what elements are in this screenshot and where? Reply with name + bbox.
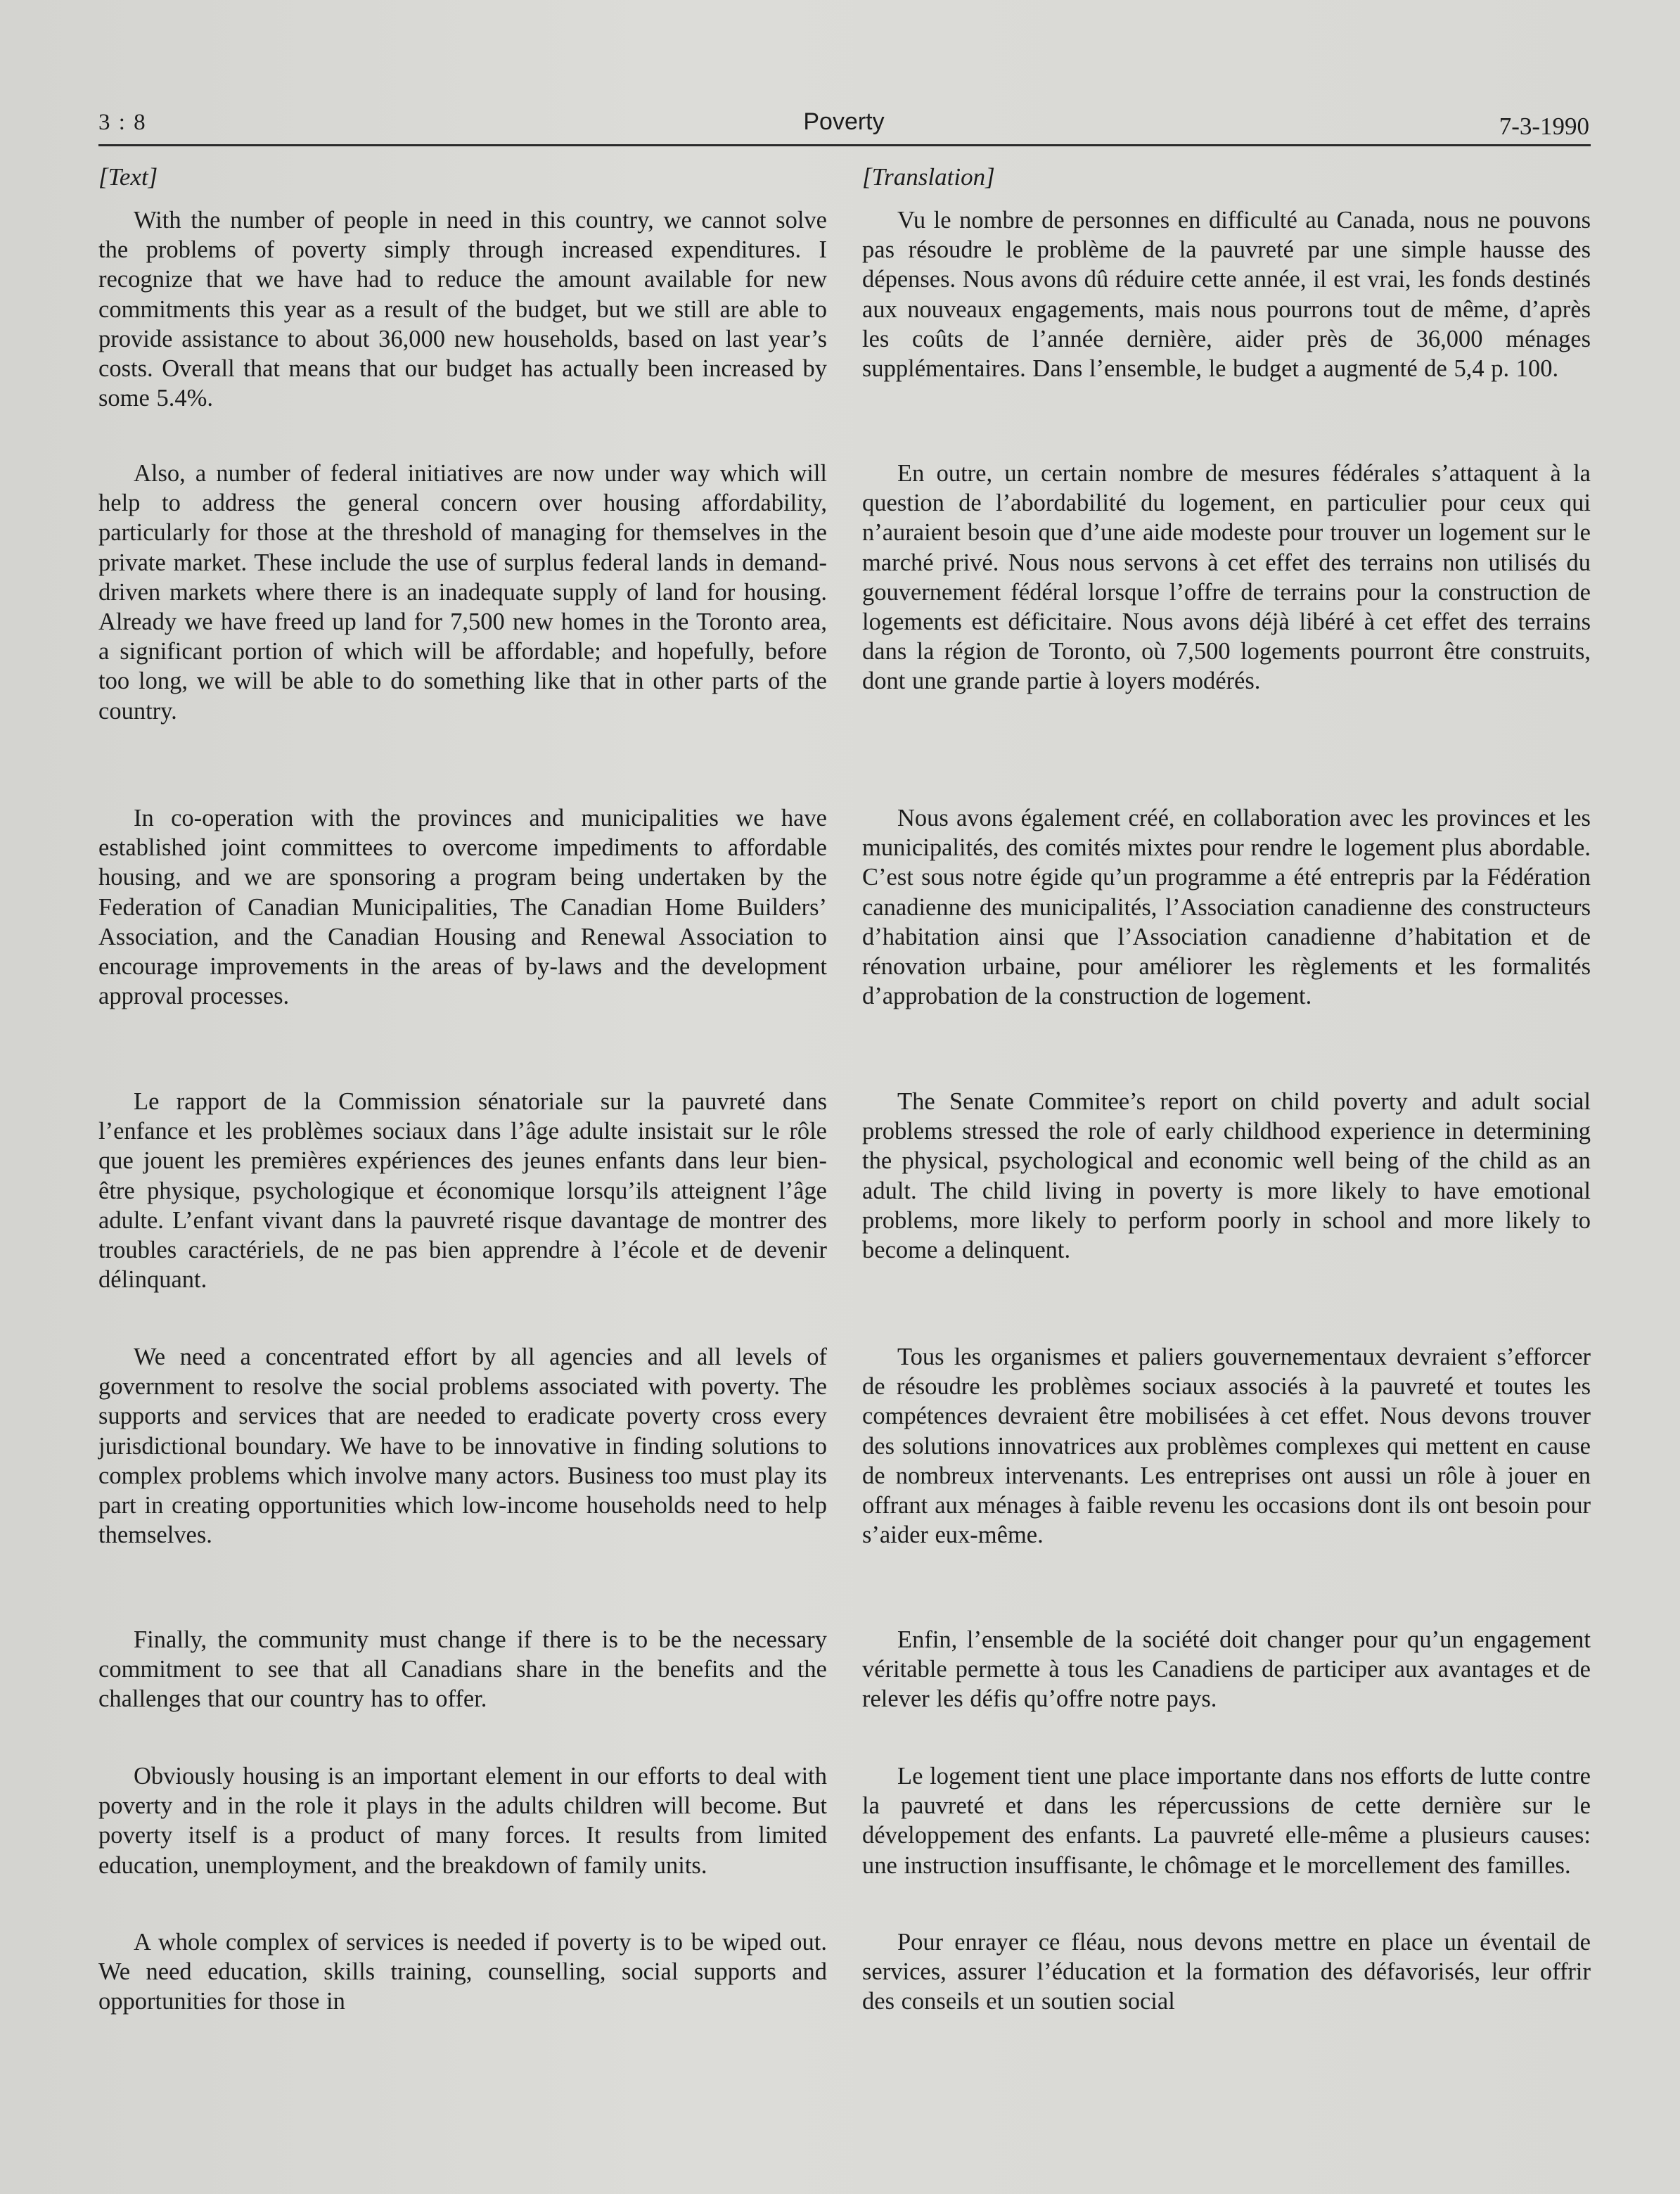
right-paragraph-6: Enfin, l’ensemble de la société doit changer pour qu’un engagement véritable permette à tous les Canadiens de participer aux avantages et de relever les défis qu’offre notre pays. (862, 1626, 1591, 1713)
left-paragraph-4: Le rapport de la Commission sénatoriale sur la pauvreté dans l’enfance et les problèmes sociaux dans l’âge adulte insistait sur le rôle que jouent les premières expériences des jeunes enfants dans leur bien-être physique, psychologique et économique lorsqu’ils atteignent l’âge adulte. L’enfant vivant dans la pauvreté risque davantage de montrer des troubles caractériels, de ne pas bien apprendre à l’école et de devenir délinquant. (98, 1088, 827, 1294)
left-paragraph-8: A whole complex of services is needed if poverty is to be wiped out. We need education, skills training, counselling, social supports and opportunities for those in (98, 1929, 827, 2015)
left-paragraph-3: In co-operation with the provinces and municipalities we have established joint committees to overcome impediments to affordable housing, and we are sponsoring a program being undertaken by the Federation of Canadian Municipalities, The Canadian Home Builders’ Association, and the Canadian Housing and Renewal Association to encourage improvements in the areas of by-laws and the development approval processes. (98, 805, 827, 1010)
right-paragraph-7: Le logement tient une place importante dans nos efforts de lutte contre la pauvreté et dans les répercussions de cette dernière sur le développement des enfants. La pauvreté elle-même a plusieurs causes: une instruction insuffisante, le chômage et le morcellement des familles. (862, 1763, 1591, 1879)
right-paragraph-3: Nous avons également créé, en collaboration avec les provinces et les municipalités, des comités mixtes pour rendre le logement plus abordable. C’est sous notre égide qu’un programme a été entrepris par la Fédération canadienne des municipalités, l’Association canadienne des constructeurs d’habitation ainsi que l’Association canadienne d’habitation et de rénovation urbaine, pour améliorer les règlements et les formalités d’approbation de la construction de logement. (862, 805, 1591, 1010)
right-paragraph-5: Tous les organismes et paliers gouvernementaux devraient s’efforcer de résoudre les problèmes sociaux associés à la pauvreté et toutes les compétences devraient être mobilisées à cet effet. Nous devons trouver des solutions innovatrices aux problèmes complexes qui mettent en cause de nombreux intervenants. Les entreprises ont aussi un rôle à jouer en offrant aux ménages à faible revenu les occasions dont ils ont besoin pour s’aider eux-même. (862, 1344, 1591, 1549)
left-paragraph-2: Also, a number of federal initiatives are now under way which will help to address the general concern over housing affordability, particularly for those at the threshold of managing for themselves in the private market. These include the use of surplus federal lands in demand-driven markets where there is an inadequate supply of land for housing. Already we have freed up land for 7,500 new homes in the Toronto area, a significant portion of which will be affordable; and hopefully, before too long, we will be able to do something like that in other parts of the country. (98, 460, 827, 725)
page-reference: 3 : 8 (98, 110, 147, 135)
right-paragraph-8: Pour enrayer ce fléau, nous devons mettre en place un éventail de services, assurer l’éducation et la formation des défavorisés, leur offrir des conseils et un soutien social (862, 1929, 1591, 2015)
right-column (862, 163, 1591, 2015)
text-label: [Text] (98, 163, 158, 191)
right-paragraph-1: Vu le nombre de personnes en difficulté au Canada, nous ne pouvons pas résoudre le problème de la pauvreté par une simple hausse des dépenses. Nous avons dû réduire cette année, il est vrai, les fonds destinés aux nouveaux engagements, mais nous pourrons tout de même, d’après les coûts de l’année dernière, aider près de 36,000 ménages supplémentaires. Dans l’ensemble, le budget a augmenté de 5,4 p. 100. (862, 207, 1591, 383)
right-paragraph-2: En outre, un certain nombre de mesures fédérales s’attaquent à la question de l’abordabilité du logement, en particulier pour ceux qui n’auraient besoin que d’une aide modeste pour trouver un logement sur le marché privé. Nous nous servons à cet effet des terrains non utilisés du gouvernement fédéral lorsque l’offre de terrains pour la construction de logements est déficitaire. Nous avons déjà libéré à cet effet des terrains dans la région de Toronto, où 7,500 logements pourront être construits, dont une grande partie à loyers modérés. (862, 460, 1591, 695)
translation-label: [Translation] (862, 163, 995, 191)
page-title: Poverty (803, 108, 885, 135)
left-paragraph-7: Obviously housing is an important element in our efforts to deal with poverty and in the role it plays in the adults children will become. But poverty itself is a product of many forces. It results from limited education, unemployment, and the breakdown of family units. (98, 1763, 827, 1879)
page-header (98, 103, 1589, 145)
left-paragraph-6: Finally, the community must change if there is to be the necessary commitment to see that all Canadians share in the benefits and the challenges that our country has to offer. (98, 1626, 827, 1713)
left-paragraph-1: With the number of people in need in this country, we cannot solve the problems of poverty simply through increased expenditures. I recognize that we have had to reduce the amount available for new commitments this year as a result of the budget, but we still are able to provide assistance to about 36,000 new households, based on last year’s costs. Overall that means that our budget has actually been increased by some 5.4%. (98, 207, 827, 412)
header-rule (98, 144, 1591, 146)
left-column (98, 163, 827, 2015)
page-date: 7-3-1990 (1499, 113, 1589, 140)
right-paragraph-4: The Senate Commitee’s report on child poverty and adult social problems stressed the role of early childhood experience in determining the physical, psychological and economic well being of the child as an adult. The child living in poverty is more likely to have emotional problems, more likely to perform poorly in school and more likely to become a delinquent. (862, 1088, 1591, 1264)
left-paragraph-5: We need a concentrated effort by all agencies and all levels of government to resolve the social problems associated with poverty. The supports and services that are needed to eradicate poverty cross every jurisdictional boundary. We have to be innovative in finding solutions to complex problems which involve many actors. Business too must play its part in creating opportunities which low-income households need to help themselves. (98, 1344, 827, 1549)
